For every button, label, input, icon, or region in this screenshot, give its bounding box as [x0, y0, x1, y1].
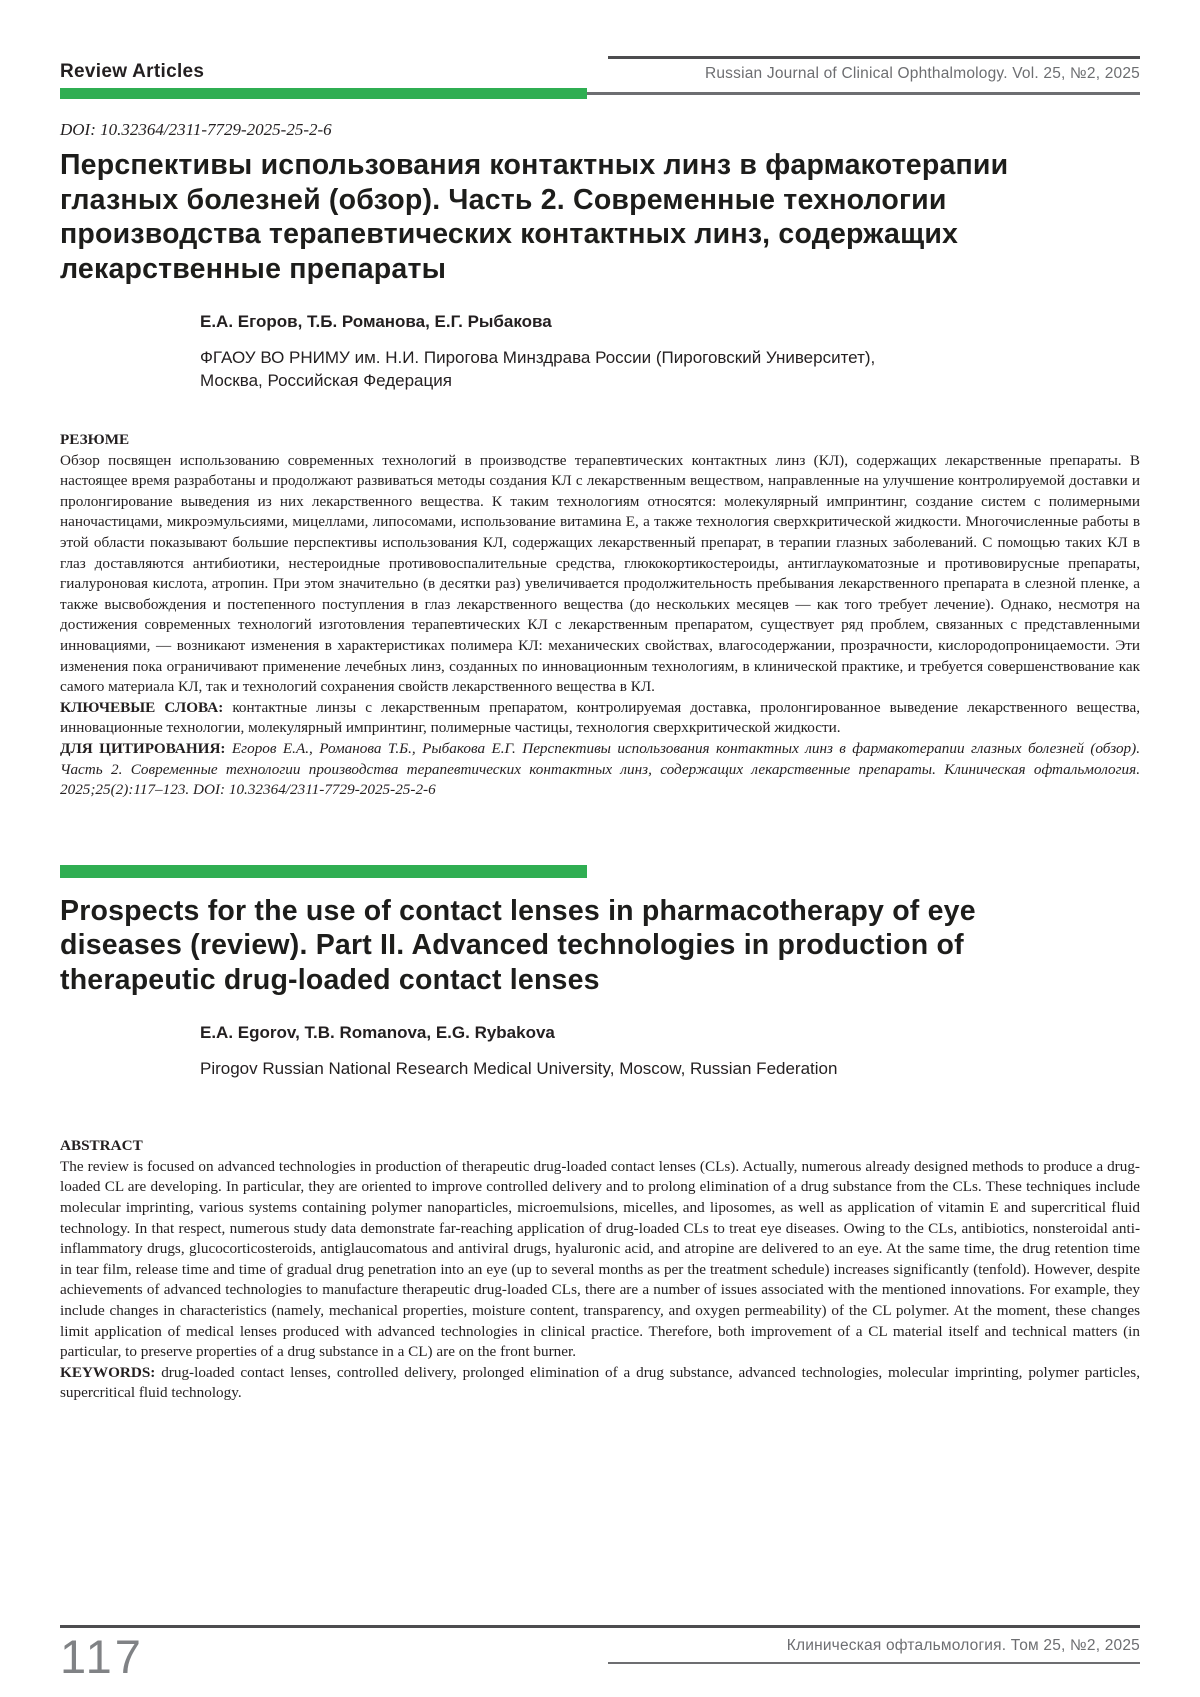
- authors-ru: Е.А. Егоров, Т.Б. Романова, Е.Г. Рыбакова: [200, 312, 552, 331]
- keywords-label-en: KEYWORDS:: [60, 1363, 156, 1381]
- citation-label-ru: ДЛЯ ЦИТИРОВАНИЯ:: [60, 739, 226, 757]
- abstract-heading-ru: РЕЗЮМЕ: [60, 431, 130, 448]
- abstract-text-ru: Обзор посвящен использованию современных технологий в производстве терапевтических контактных линз (КЛ), содержащих лекарственные препараты. В настоящее время разработаны и продолжают развиваться методы создания КЛ с лекарственным веществом, направленные на улучшение контролируемой доставки и пролонгирование выведения из них лекарственного вещества. К таким технологиям относятся: молекулярный импринтинг, создание систем с полимерными наночастицами, микроэмульсиями, мицеллами, липосомами, использование витамина Е, а также технология сверхкритической жидкости. Многочисленные работы в этой области показывают большие перспективы использования КЛ, содержащих лекарственный препарат, в терапии глазных заболеваний. С помощью таких КЛ в глаз доставляются антибиотики, нестероидные противовоспалительные средства, глюкокортикостероиды, антиглаукоматозные и противовирусные препараты, гиалуроновая кислота, атропин. При этом значительно (в десятки раз) увеличивается продолжительность пребывания лекарственного препарата в слезной пленке, а также высвобождения и постепенного поступления в глаз лекарственного вещества (до нескольких месяцев — как того требует лечение). Однако, несмотря на достижения современных технологий изготовления терапевтических КЛ с лекарственным препаратом, существует ряд проблем, связанных с представленными инновациями, — возникают изменения в характеристиках полимера КЛ: механических свойствах, влагосодержании, прозрачности, кислородопроницаемости. Эти изменения пока ограничивают применение лечебных линз, созданных по инновационным технологиям, в клинической практике, и требуется совершенствование как самого материала КЛ, так и технологий сохранения свойств лекарственного вещества в КЛ.: [60, 451, 1140, 696]
- abstract-section-ru: [60, 430, 1140, 801]
- citation-text-ru: Егоров Е.А., Романова Т.Б., Рыбакова Е.Г. Перспективы использования контактных линз в фармакотерапии глазных болезней (обзор). Часть 2. Современные технологии производства терапевтических контактных линз, содержащих лекарственные препараты. Клиническая офтальмология. 2025;25(2):117–123. DOI: 10.32364/2311-7729-2025-25-2-6: [60, 739, 1141, 799]
- keywords-en: [60, 1363, 1140, 1404]
- keywords-label-ru: КЛЮЧЕВЫЕ СЛОВА:: [60, 698, 224, 716]
- keywords-ru: [60, 698, 1140, 739]
- affiliation-ru: ФГАОУ ВО РНИМУ им. Н.И. Пирогова Минздрава России (Пироговский Университет), Москва, Российская Федерация: [200, 348, 876, 390]
- journal-reference-en: Russian Journal of Clinical Ophthalmology. Vol. 25, №2, 2025: [608, 56, 1140, 83]
- doi-line: DOI: 10.32364/2311-7729-2025-25-2-6: [60, 120, 332, 139]
- byline-en: [200, 1023, 1140, 1080]
- abstract-text-en: The review is focused on advanced technologies in production of therapeutic drug-loaded contact lenses (CLs). Actually, numerous already designed methods to produce a drug-loaded CL are developing. In particular, they are oriented to improve controlled delivery and to prolong elimination of a drug substance from the CLs. These techniques include molecular imprinting, various systems containing polymer nanoparticles, microemulsions, micelles, and liposomes, as well as application of vitamin E and supercritical fluid technology. In that respect, numerous study data demonstrate far-reaching application of drug-loaded CLs to treat eye diseases. Owing to the CLs, antibiotics, nonsteroidal anti-inflammatory drugs, glucocorticosteroids, antiglaucomatous and antiviral drugs, hyaluronic acid, and atropine are delivered to an eye. At the same time, the drug retention time in tear film, release time and time of gradual drug penetration into an eye (up to several months as per the treatment schedule) increases significantly (tenfold). However, despite achievements of advanced technologies to manufacture therapeutic drug-loaded CLs, there are a number of issues associated with the mentioned innovations. For example, they include changes in characteristics (namely, mechanical properties, moisture content, transparency, and oxygen permeability) of the CL polymer. At the moment, these changes limit application of medical lenses produced with advanced technologies in clinical practice. Therefore, both improvement of a CL material itself and technical matters (in particular, to preserve properties of a drug substance in a CL) are on the front burner.: [60, 1157, 1140, 1361]
- green-accent-bar-divider: [60, 865, 587, 878]
- keywords-text-ru: контактные линзы с лекарственным препаратом, контролируемая доставка, пролонгированное выведение лекарственного вещества, инновационные технологии, молекулярный импринтинг, полимерные частицы, технология сверхкритической жидкости.: [60, 698, 1140, 737]
- abstract-section-en: [60, 1136, 1140, 1404]
- page-footer: [60, 1625, 1140, 1681]
- header-rule-extension: [587, 92, 1140, 95]
- article-title-en: Prospects for the use of contact lenses in pharmacotherapy of eye diseases (review). Part II. Advanced technologies in production of therapeutic drug-loaded contact lenses: [60, 894, 976, 996]
- keywords-text-en: drug-loaded contact lenses, controlled delivery, prolonged elimination of a drug substance, advanced technologies, molecular imprinting, polymer particles, supercritical fluid technology.: [60, 1363, 1140, 1402]
- page-header: [60, 56, 1140, 102]
- page-number: 117: [60, 1629, 144, 1683]
- authors-en: E.A. Egorov, T.B. Romanova, E.G. Rybakova: [200, 1023, 555, 1043]
- journal-reference-ru: Клиническая офтальмология. Том 25, №2, 2025: [608, 1637, 1140, 1664]
- section-label: Review Articles: [60, 61, 205, 82]
- article-title-ru: Перспективы использования контактных линз в фармакотерапии глазных болезней (обзор). Часть 2. Современные технологии производства терапевтических контактных линз, содержащих лекарственные препараты: [60, 149, 1009, 285]
- green-accent-bar-header: [60, 88, 587, 99]
- citation-ru: [60, 739, 1140, 801]
- byline-ru: [200, 312, 1140, 392]
- abstract-heading-en: ABSTRACT: [60, 1137, 143, 1155]
- affiliation-en: Pirogov Russian National Research Medical University, Moscow, Russian Federation: [200, 1059, 838, 1079]
